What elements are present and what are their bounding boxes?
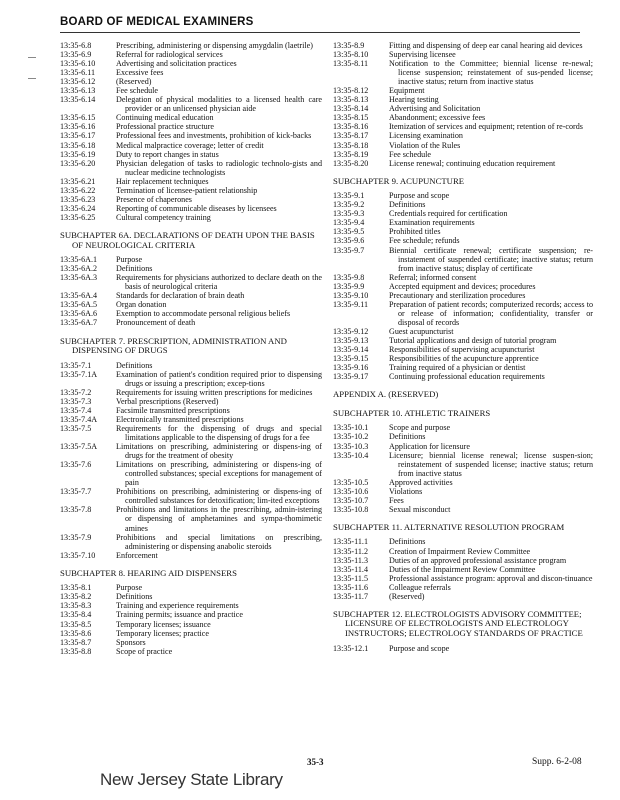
toc-entry [60, 601, 322, 610]
section-title: Delegation of physical modalities to a licensed health care provider or an unlicensed physician aide [116, 95, 322, 114]
section-number: 13:35-11.4 [333, 564, 368, 574]
section-number: 13:35-7.1 [60, 360, 92, 370]
toc-entry [60, 460, 322, 487]
section-number: 13:35-8.14 [333, 104, 369, 114]
toc-entry [60, 86, 322, 95]
toc-entry [60, 195, 322, 204]
section-title: Continuing medical education [116, 113, 214, 123]
section-number: 13:35-8.1 [60, 583, 92, 593]
toc-entry [333, 478, 593, 487]
section-title: Examination requirements [389, 218, 475, 228]
toc-entry [333, 423, 593, 432]
section-title: Definitions [116, 592, 153, 602]
section-number: 13:35-9.11 [333, 299, 368, 309]
section-title: Scope of practice [116, 646, 173, 656]
toc-entry [60, 68, 322, 77]
library-stamp: New Jersey State Library [100, 770, 283, 789]
section-title: Examination of patient's condition required prior to dispensing drugs or issuing a prescription; excep-tions [116, 369, 322, 388]
section-number: 13:35-6.12 [60, 77, 96, 87]
section-title: Cultural competency training [116, 212, 211, 222]
section-title: Requirements for issuing written prescriptions for medicines [116, 387, 313, 397]
section-number: 13:35-8.2 [60, 592, 92, 602]
section-title: Requirements for the dispensing of drugs and special limitations applicable to the dispensing of drugs for a fee [116, 424, 322, 443]
section-title: Advertising and solicitation practices [116, 59, 237, 69]
toc-entry [333, 432, 593, 441]
toc-entry [333, 41, 593, 50]
toc-entry [60, 638, 322, 647]
toc-entry [60, 141, 322, 150]
section-number: 13:35-7.5 [60, 424, 92, 434]
section-number: 13:35-6A.5 [60, 300, 98, 310]
toc-entry [60, 264, 322, 273]
section-title: Supervising licensee [389, 50, 456, 60]
section-title: Purpose and scope [389, 191, 450, 201]
toc-entry [60, 186, 322, 195]
section-title: Hair replacement techniques [116, 176, 209, 186]
section-title: Verbal prescriptions (Reserved) [116, 396, 219, 406]
section-number: 13:35-7.7 [60, 487, 92, 497]
section-title: Abandonment; excessive fees [389, 113, 486, 123]
section-heading: SUBCHAPTER 12. ELECTROLOGISTS ADVISORY COMMITTEE; LICENSURE OF ELECTROLOGISTS AND ELECTROLOGY INSTRUCTORS; ELECTROLOGY STANDARDS OF PRACTICE [333, 608, 583, 638]
section-number: 13:35-10.8 [333, 504, 369, 514]
section-heading: SUBCHAPTER 7. PRESCRIPTION, ADMINISTRATION AND DISPENSING OF DRUGS [60, 335, 287, 356]
section-number: 13:35-8.4 [60, 610, 92, 620]
section-number: 13:35-6A.3 [60, 273, 98, 283]
section-number: 13:35-10.1 [333, 423, 369, 433]
section-heading: SUBCHAPTER 11. ALTERNATIVE RESOLUTION PROGRAM [333, 521, 565, 532]
toc-entry [333, 104, 593, 113]
section-title: Violation of the Rules [389, 140, 461, 150]
section-number: 13:35-8.13 [333, 95, 369, 105]
section-number: 13:35-8.11 [333, 59, 368, 69]
section-number: 13:35-10.5 [333, 477, 369, 487]
toc-entry [333, 218, 593, 227]
section-title: Professional practice structure [116, 122, 214, 132]
section-title: Training required of a physician or dentist [389, 363, 526, 373]
section-title: Excessive fees [116, 68, 164, 78]
section-title: Duties of an approved professional assistance program [389, 555, 567, 565]
section-title: (Reserved) [116, 77, 152, 87]
section-number: 13:35-7.3 [60, 396, 92, 406]
section-number: 13:35-12.1 [333, 643, 369, 653]
toc-entry [60, 77, 322, 86]
section-heading: SUBCHAPTER 9. ACUPUNCTURE [333, 175, 465, 186]
toc-entry [60, 505, 322, 532]
left-column [60, 41, 322, 656]
section-number: 13:35-7.5A [60, 442, 98, 452]
section-title: Preparation of patient records; computerized records; access to or release of information; confidentiality, transfer or disposal of records [389, 299, 593, 327]
section-number: 13:35-11.1 [333, 537, 368, 547]
section-number: 13:35-6.22 [60, 185, 96, 195]
toc-entry [333, 122, 593, 131]
section-number: 13:35-8.3 [60, 601, 92, 611]
toc-entry [60, 113, 322, 122]
section-title: Prohibitions on prescribing, administering or dispens-ing of controlled substances for detoxification; lim-ited exceptions [116, 487, 322, 506]
section-title: Prescribing, administering or dispensing amygdalin (laetrile) [116, 41, 313, 50]
section-number: 13:35-6.14 [60, 95, 96, 105]
toc-entry [333, 113, 593, 122]
toc-entry [60, 442, 322, 460]
section-number: 13:35-6A.6 [60, 309, 98, 319]
toc-entry [333, 150, 593, 159]
section-title: Responsibilities of supervising acupuncturist [389, 345, 535, 355]
section-number: 13:35-11.6 [333, 582, 368, 592]
toc-entry [60, 620, 322, 629]
supplement-date: Supp. 6-2-08 [532, 757, 582, 767]
section-title: Scope and purpose [389, 423, 451, 433]
section-number: 13:35-9.3 [333, 209, 365, 219]
section-title: Approved activities [389, 477, 453, 487]
section-number: 13:35-8.10 [333, 50, 369, 60]
section-heading: SUBCHAPTER 10. ATHLETIC TRAINERS [333, 407, 491, 418]
section-title: Enforcement [116, 550, 158, 560]
toc-entry [60, 370, 322, 388]
section-title: Training permits; issuance and practice [116, 610, 243, 620]
section-number: 13:35-7.1A [60, 369, 98, 379]
section-title: Termination of licensee-patient relationship [116, 185, 258, 195]
toc-entry [60, 406, 322, 415]
toc-entry [60, 273, 322, 291]
section-title: Limitations on prescribing, administering or dispens-ing of controlled substances; special exceptions for management of pain [116, 460, 322, 488]
section-number: 13:35-6.25 [60, 212, 96, 222]
toc-entry [60, 424, 322, 442]
toc-entry [60, 95, 322, 113]
section-title: Sponsors [116, 637, 146, 647]
toc-entry [60, 122, 322, 131]
section-title: (Reserved) [389, 591, 425, 601]
section-number: 13:35-7.4A [60, 414, 98, 424]
section-number: 13:35-6A.7 [60, 318, 98, 328]
section-number: 13:35-11.5 [333, 573, 368, 583]
toc-entry [60, 487, 322, 505]
toc-entry [333, 50, 593, 59]
section-number: 13:35-9.1 [333, 191, 365, 201]
section-title: Equipment [389, 86, 425, 96]
toc-entry [333, 300, 593, 327]
section-number: 13:35-8.5 [60, 619, 92, 629]
toc-entry [333, 442, 593, 451]
section-title: Definitions [389, 432, 426, 442]
section-number: 13:35-9.13 [333, 336, 369, 345]
toc-entry [60, 318, 322, 327]
toc-entry [333, 547, 593, 556]
toc-entry [60, 255, 322, 264]
toc-entry [60, 551, 322, 560]
toc-entry [60, 592, 322, 601]
toc-entry [333, 282, 593, 291]
section-number: 13:35-9.9 [333, 281, 365, 291]
toc-entry [60, 213, 322, 222]
section-number: 13:35-10.4 [333, 450, 369, 460]
section-title: Definitions [116, 264, 153, 274]
section-number: 13:35-8.8 [60, 646, 92, 656]
section-title: Standards for declaration of brain death [116, 291, 245, 301]
toc-entry [333, 141, 593, 150]
toc-entry [333, 236, 593, 245]
toc-entry [333, 86, 593, 95]
section-number: 13:35-9.16 [333, 363, 369, 373]
section-number: 13:35-6A.1 [60, 255, 98, 265]
toc-entry [333, 592, 593, 601]
section-number: 13:35-9.14 [333, 345, 369, 355]
section-title: Continuing professional education requirements [389, 372, 545, 382]
section-number: 13:35-6.11 [60, 68, 95, 78]
toc-entry [333, 451, 593, 478]
section-title: Itemization of services and equipment; retention of re-cords [389, 122, 583, 132]
toc-entry [333, 327, 593, 336]
toc-entry [333, 487, 593, 496]
section-number: 13:35-9.10 [333, 290, 369, 300]
toc-entry [60, 388, 322, 397]
section-title: Presence of chaperones [116, 194, 192, 204]
section-number: 13:35-6.13 [60, 86, 96, 96]
section-number: 13:35-6.16 [60, 122, 96, 132]
toc-entry [60, 415, 322, 424]
section-number: 13:35-8.7 [60, 637, 92, 647]
toc-entry [333, 345, 593, 354]
toc-entry [333, 291, 593, 300]
toc-entry [60, 177, 322, 186]
margin-mark [28, 57, 36, 58]
toc-entry [333, 336, 593, 345]
toc-entry [333, 209, 593, 218]
toc-entry [333, 574, 593, 583]
section-heading: SUBCHAPTER 6A. DECLARATIONS OF DEATH UPON THE BASIS OF NEUROLOGICAL CRITERIA [60, 229, 315, 250]
toc-entry [60, 150, 322, 159]
section-title: Definitions [116, 360, 153, 370]
toc-entry [60, 300, 322, 309]
section-number: 13:35-6.9 [60, 50, 92, 60]
toc-entry [60, 397, 322, 406]
section-number: 13:35-7.9 [60, 532, 92, 542]
header-rule [60, 32, 580, 33]
section-title: Referral for radiological services [116, 50, 223, 60]
section-title: Professional fees and investments, prohibition of kick-backs [116, 131, 312, 141]
section-title: Precautionary and sterilization procedures [389, 290, 526, 300]
section-title: Credentials required for certification [389, 209, 508, 219]
section-title: Fitting and dispensing of deep ear canal hearing aid devices [389, 41, 583, 50]
toc-entry [60, 41, 322, 50]
toc-entry [333, 159, 593, 168]
section-title: Reporting of communicable diseases by licensees [116, 203, 277, 213]
section-number: 13:35-6.15 [60, 113, 96, 123]
section-title: Purpose and scope [389, 643, 450, 653]
section-number: 13:35-6A.2 [60, 264, 98, 274]
section-number: 13:35-8.6 [60, 628, 92, 638]
section-title: Pronouncement of death [116, 318, 196, 328]
section-title: Creation of Impairment Review Committee [389, 546, 531, 556]
section-number: 13:35-6.21 [60, 176, 96, 186]
section-number: 13:35-9.12 [333, 326, 369, 336]
section-number: 13:35-9.8 [333, 272, 365, 282]
section-title: Electronically transmitted prescriptions [116, 414, 244, 424]
section-title: Fees [389, 495, 404, 505]
section-title: Physician delegation of tasks to radiologic technolo-gists and nuclear medicine technologists [116, 158, 322, 177]
section-number: 13:35-8.12 [333, 86, 369, 96]
section-number: 13:35-6.24 [60, 203, 96, 213]
section-title: Prohibitions and special limitations on prescribing, administering or dispensing anabolic steroids [116, 532, 322, 551]
section-title: Medical malpractice coverage; letter of credit [116, 140, 264, 150]
section-number: 13:35-8.19 [333, 149, 369, 159]
section-number: 13:35-7.10 [60, 550, 96, 560]
right-column [333, 41, 593, 653]
section-title: Responsibilities of the acupuncture apprentice [389, 354, 539, 364]
margin-mark [28, 78, 36, 79]
section-number: 13:35-8.9 [333, 41, 365, 50]
section-title: Organ donation [116, 300, 167, 310]
toc-entry [60, 59, 322, 68]
section-title: Fee schedule [116, 86, 159, 96]
section-number: 13:35-6.17 [60, 131, 96, 141]
toc-entry [60, 583, 322, 592]
section-number: 13:35-6A.4 [60, 291, 98, 301]
section-title: Prohibited titles [389, 227, 441, 237]
section-heading: APPENDIX A. (RESERVED) [333, 389, 439, 400]
section-title: Definitions [389, 200, 426, 210]
toc-entry [333, 95, 593, 104]
section-number: 13:35-11.3 [333, 555, 368, 565]
toc-entry [60, 204, 322, 213]
section-number: 13:35-6.18 [60, 140, 96, 150]
section-title: License renewal; continuing education requirement [389, 158, 556, 168]
section-number: 13:35-9.17 [333, 372, 369, 382]
running-header: BOARD OF MEDICAL EXAMINERS [60, 16, 254, 28]
section-title: Prohibitions and limitations in the prescribing, admin-istering or dispensing of amphetamines and sympa-thomimetic amines [116, 505, 322, 533]
toc-entry [60, 647, 322, 656]
section-number: 13:35-11.7 [333, 591, 368, 601]
section-number: 13:35-9.5 [333, 227, 365, 237]
section-number: 13:35-7.4 [60, 405, 92, 415]
section-title: Temporary licenses; practice [116, 628, 209, 638]
section-number: 13:35-8.17 [333, 131, 369, 141]
toc-entry [60, 629, 322, 638]
section-number: 13:35-8.15 [333, 113, 369, 123]
section-title: Guest acupuncturist [389, 326, 454, 336]
toc-entry [333, 556, 593, 565]
section-number: 13:35-8.20 [333, 158, 369, 168]
section-number: 13:35-7.2 [60, 387, 92, 397]
section-number: 13:35-10.6 [333, 486, 369, 496]
toc-entry [60, 159, 322, 177]
section-title: Sexual misconduct [389, 504, 451, 514]
section-number: 13:35-6.20 [60, 158, 96, 168]
section-title: Fee schedule [389, 149, 432, 159]
toc-entry [333, 583, 593, 592]
section-title: Referral; informed consent [389, 272, 477, 282]
section-number: 13:35-10.3 [333, 441, 369, 451]
section-number: 13:35-6.23 [60, 194, 96, 204]
section-title: Accepted equipment and devices; procedures [389, 281, 536, 291]
section-number: 13:35-11.2 [333, 546, 368, 556]
section-title: Hearing testing [389, 95, 439, 105]
section-title: Licensure; biennial license renewal; license suspen-sion; reinstatement of suspended license; inactive status; return from inactive status [389, 450, 593, 478]
toc-entry [60, 533, 322, 551]
toc-entry [333, 200, 593, 209]
section-number: 13:35-6.10 [60, 59, 96, 69]
section-title: Limitations on prescribing, administering or dispens-ing of drugs for the treatment of obesity [116, 442, 322, 461]
section-title: Biennial certificate renewal; certificate suspension; re-instatement of suspended certificate; inactive status; return from inactive status; display of certificate [389, 245, 593, 273]
toc-entry [333, 273, 593, 282]
toc-entry [333, 227, 593, 236]
toc-entry [333, 131, 593, 140]
toc-entry [333, 246, 593, 273]
toc-entry [60, 361, 322, 370]
section-title: Definitions [389, 537, 426, 547]
section-title: Training and experience requirements [116, 601, 239, 611]
section-title: Colleague referrals [389, 582, 451, 592]
toc-entry [333, 537, 593, 546]
page-number: 35-3 [307, 757, 324, 767]
section-title: Licensing examination [389, 131, 463, 141]
section-number: 13:35-7.6 [60, 460, 92, 470]
section-title: Duties of the Impairment Review Committee [389, 564, 536, 574]
toc-entry [60, 131, 322, 140]
toc-entry [333, 505, 593, 514]
section-title: Facsimile transmitted prescriptions [116, 405, 230, 415]
section-number: 13:35-8.18 [333, 140, 369, 150]
section-title: Advertising and Solicitation [389, 104, 481, 114]
toc-entry [60, 50, 322, 59]
section-title: Application for licensure [389, 441, 470, 451]
toc-entry [333, 496, 593, 505]
section-title: Professional assistance program: approval and discon-tinuance [389, 573, 593, 583]
section-number: 13:35-6.19 [60, 149, 96, 159]
section-title: Purpose [116, 255, 143, 265]
section-number: 13:35-9.7 [333, 245, 365, 255]
section-title: Notification to the Committee; biennial license re-newal; license suspension; reinstatement of sus-pended license; inactive status; return from inactive status [389, 59, 593, 87]
toc-entry [333, 354, 593, 363]
section-number: 13:35-8.16 [333, 122, 369, 132]
toc-entry [333, 565, 593, 574]
section-number: 13:35-9.6 [333, 236, 365, 246]
section-title: Tutorial applications and design of tutorial program [389, 336, 557, 345]
toc-entry [333, 363, 593, 372]
toc-entry [333, 191, 593, 200]
section-title: Violations [389, 486, 423, 496]
toc-entry [60, 291, 322, 300]
section-number: 13:35-9.2 [333, 200, 365, 210]
section-title: Purpose [116, 583, 143, 593]
section-number: 13:35-7.8 [60, 505, 92, 515]
section-title: Fee schedule; refunds [389, 236, 460, 246]
section-number: 13:35-10.2 [333, 432, 369, 442]
section-number: 13:35-9.4 [333, 218, 365, 228]
toc-entry [333, 372, 593, 381]
section-number: 13:35-10.7 [333, 495, 369, 505]
toc-entry [60, 309, 322, 318]
toc-entry [333, 644, 593, 653]
section-number: 13:35-6.8 [60, 41, 92, 50]
section-title: Exemption to accommodate personal religious beliefs [116, 309, 291, 319]
section-title: Duty to report changes in status [116, 149, 219, 159]
section-number: 13:35-9.15 [333, 354, 369, 364]
section-title: Requirements for physicians authorized to declare death on the basis of neurological criteria [116, 273, 322, 292]
section-heading: SUBCHAPTER 8. HEARING AID DISPENSERS [60, 567, 237, 578]
section-title: Temporary licenses; issuance [116, 619, 211, 629]
toc-entry [333, 59, 593, 86]
toc-entry [60, 610, 322, 619]
